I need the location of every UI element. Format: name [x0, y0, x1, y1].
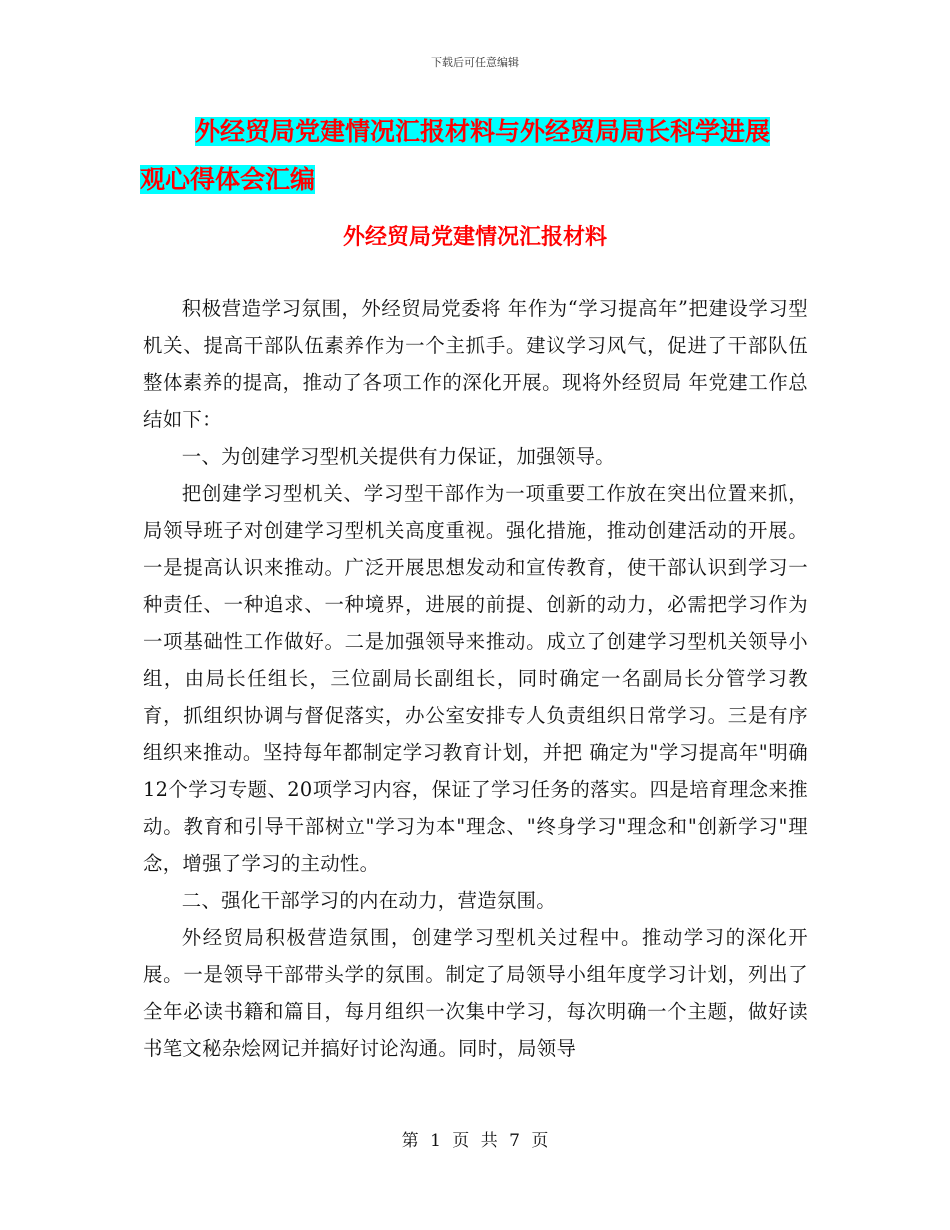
document-body [143, 290, 808, 1067]
section-heading: 一、为创建学习型机关提供有力保证，加强领导。 [181, 445, 615, 468]
document-title-line1 [140, 108, 820, 156]
document-title-line2 [140, 156, 820, 204]
document-title [140, 108, 820, 204]
title-line1-text: 外经贸局党建情况汇报材料与外经贸局局长科学进展 [195, 117, 771, 146]
title-line2-text: 观心得体会汇编 [140, 165, 316, 194]
paragraph: 把创建学习型机关、学习型干部作为一项重要工作放在突出位置来抓，局领导班子对创建学习型机关高度重视。强化措施，推动创建活动的开展。一是提高认识来推动。广泛开展思想发动和宣传教育，使干部认识到学习一种责任、一种追求、一种境界，进展的前提、创新的动力，必需把学习作为一项基础性工作做好。二是加强领导来推动。成立了创建学习型机关领导小组，由局长任组长，三位副局长副组长，同时确定一名副局长分管学习教育，抓组织协调与督促落实，办公室安排专人负责组织日常学习。三是有序组织来推动。坚持每年都制定学习教育计划，并把 确定为"学习提高年"明确12个学习专题、20项学习内容，保证了学习任务的落实。四是培育理念来推动。教育和引导干部树立"学习为本"理念、"终身学习"理念和"创新学习"理念，增强了学习的主动性。 [143, 482, 808, 875]
header-note: 下载后可任意编辑 [431, 56, 519, 69]
section-heading: 二、强化干部学习的内在动力，营造氛围。 [181, 889, 556, 912]
section-title: 外经贸局党建情况汇报材料 [342, 224, 607, 250]
page-number-footer: 第 1 页 共 7 页 [401, 1131, 549, 1151]
paragraph: 积极营造学习氛围，外经贸局党委将 年作为“学习提高年”把建设学习型机关、提高干部队伍素养作为一个主抓手。建议学习风气，促进了干部队伍整体素养的提高，推动了各项工作的深化开展。现将外经贸局 年党建工作总结如下： [143, 297, 808, 431]
paragraph: 外经贸局积极营造氛围，创建学习型机关过程中。推动学习的深化开展。一是领导干部带头学的氛围。制定了局领导小组年度学习计划，列出了全年必读书籍和篇目，每月组织一次集中学习，每次明确一个主题，做好读书笔文秘杂烩网记并搞好讨论沟通。同时，局领导 [143, 926, 808, 1060]
